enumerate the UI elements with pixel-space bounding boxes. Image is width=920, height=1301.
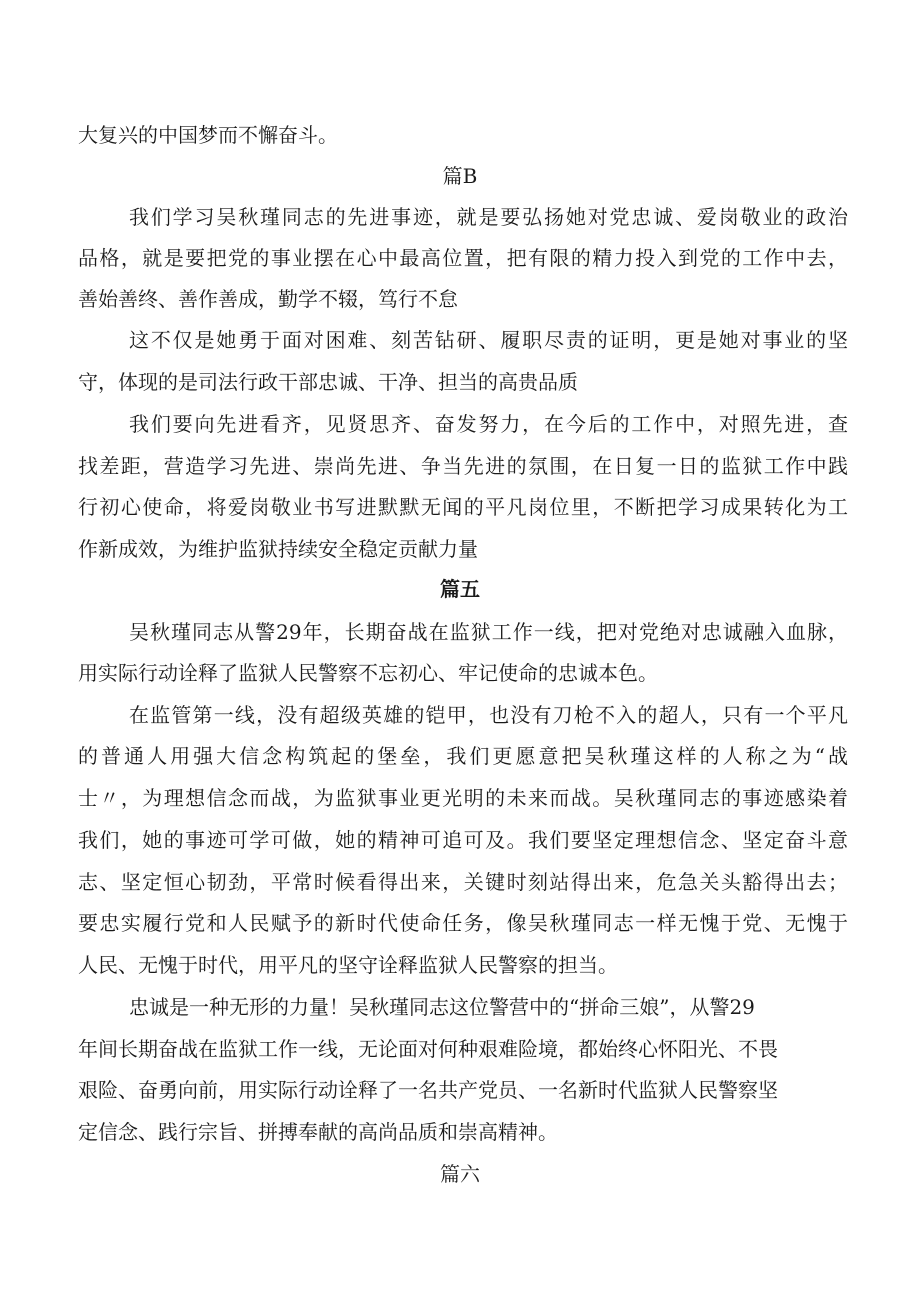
- paragraph-line: 艰险、奋勇向前，用实际行动诠释了一名共产党员、一名新时代监狱人民警察坚: [78, 1078, 778, 1102]
- paragraph-line: 这不仅是她勇于面对困难、刻苦钻研、履职尽责的证明，更是她对事业的坚: [129, 328, 848, 352]
- paragraph-line: 我们要向先进看齐，见贤思齐、奋发努力，在今后的工作中，对照先进，查: [129, 412, 848, 436]
- section-heading: 篇B: [442, 164, 478, 188]
- paragraph-line: 行初心使命，将爱岗敬业书写进默默无闻的平凡岗位里，不断把学习成果转化为工: [78, 495, 848, 519]
- paragraph-line: 用实际行动诠释了监狱人民警察不忘初心、牢记使命的忠诚本色。: [78, 661, 658, 685]
- paragraph-line: 要忠实履行党和人民赋予的新时代使命任务，像吴秋瑾同志一样无愧于党、无愧于: [78, 911, 848, 935]
- paragraph-line: 人民、无愧于时代，用平凡的坚守诠释监狱人民警察的担当。: [78, 953, 618, 977]
- continuation-text: 大复兴的中国梦而不懈奋斗。: [78, 123, 338, 147]
- paragraph-line: 守，体现的是司法行政干部忠诚、干净、担当的高贵品质: [78, 370, 578, 394]
- paragraph-line: 作新成效，为维护监狱持续安全稳定贡献力量: [78, 537, 478, 561]
- section-heading: 篇六: [440, 1162, 480, 1186]
- paragraph-line: 士〃，为理想信念而战，为监狱事业更光明的未来而战。吴秋瑾同志的事迹感染着: [78, 786, 848, 810]
- paragraph-line: 品格，就是要把党的事业摆在心中最高位置，把有限的精力投入到党的工作中去，: [78, 246, 848, 270]
- paragraph-line: 我们，她的事迹可学可做，她的精神可追可及。我们要坚定理想信念、坚定奋斗意: [78, 828, 848, 852]
- paragraph-line: 志、坚定恒心韧劲，平常时候看得出来，关键时刻站得出来，危急关头豁得出去；: [78, 870, 848, 894]
- paragraph-line: 我们学习吴秋瑾同志的先进事迹，就是要弘扬她对党忠诚、爱岗敬业的政治: [129, 205, 848, 229]
- paragraph-line: 找差距，营造学习先进、崇尚先进、争当先进的氛围，在日复一日的监狱工作中践: [78, 454, 848, 478]
- paragraph-line: 在监管第一线，没有超级英雄的铠甲，也没有刀枪不入的超人，只有一个平凡: [129, 703, 848, 727]
- paragraph-line: 吴秋瑾同志从警29年，长期奋战在监狱工作一线，把对党绝对忠诚融入血脉，: [129, 620, 848, 644]
- section-heading: 篇五: [440, 577, 480, 601]
- paragraph-line: 年间长期奋战在监狱工作一线，无论面对何种艰难险境，都始终心怀阳光、不畏: [78, 1037, 778, 1061]
- paragraph-line: 忠诚是一种无形的力量！吴秋瑾同志这位警营中的“拼命三娘”，从警29: [129, 995, 755, 1019]
- paragraph-line: 善始善终、善作善成，勤学不辍，笃行不怠: [78, 287, 458, 311]
- paragraph-line: 定信念、践行宗旨、拼搏奉献的高尚品质和崇高精神。: [78, 1120, 558, 1144]
- paragraph-line: 的普通人用强大信念构筑起的堡垒，我们更愿意把吴秋瑾这样的人称之为“战: [78, 744, 848, 768]
